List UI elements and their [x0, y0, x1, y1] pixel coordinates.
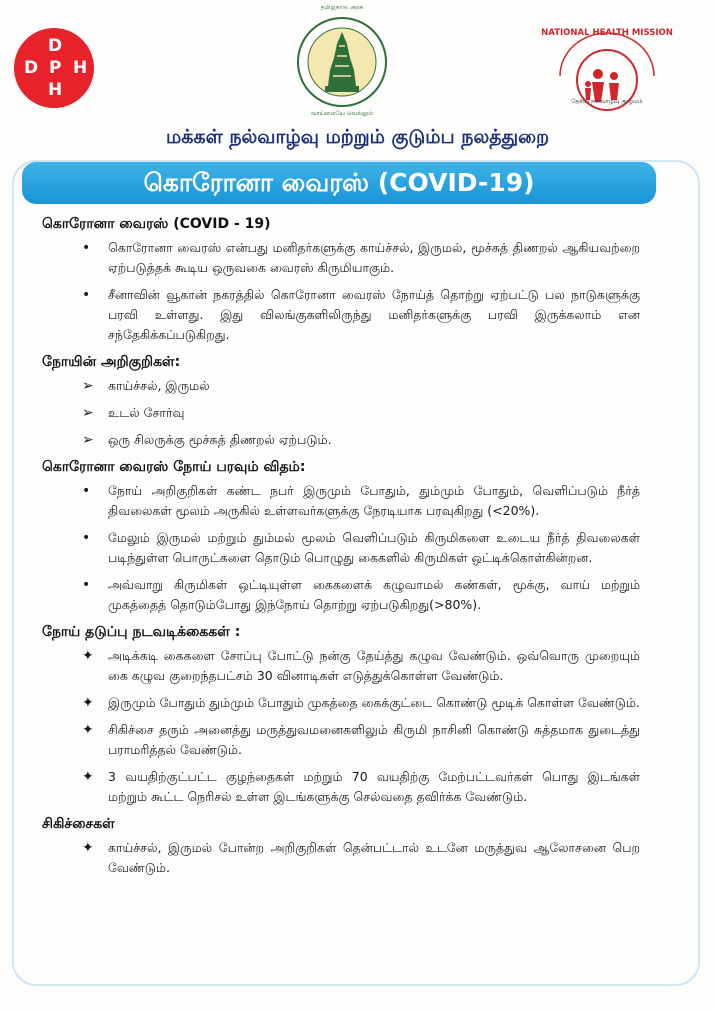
dph-letter-left: D	[24, 58, 39, 78]
item-text: அவ்வாறு கிருமிகள் ஒட்டியுள்ள கைகளைக் கழுவாமல் கண்கள், மூக்கு, வாய் மற்றும் முகத்தைத் தொடும்போது இந்நோய் தொற்று ஏற்படுகிறது(>80%).	[108, 577, 640, 612]
bullet-marker: •	[82, 287, 91, 303]
item-text: சிகிச்சை தரும் அனைத்து மருத்துவமனைகளிலும் கிருமி நாசினி கொண்டு சுத்தமாக துடைத்து பராமரித்தல் வேண்டும்.	[108, 722, 640, 757]
dph-letter-bottom: H	[48, 80, 63, 100]
arrow-marker: ➢	[82, 405, 94, 421]
section-transmission	[42, 457, 640, 615]
list-item	[42, 403, 640, 423]
list-item	[42, 575, 640, 615]
list-item	[42, 376, 640, 396]
list-item	[42, 646, 640, 686]
dph-letter-right: H	[73, 58, 88, 78]
arrow-marker: ➢	[82, 432, 94, 448]
bullet-marker: •	[82, 483, 91, 499]
star-marker: ✦	[82, 840, 94, 856]
star-marker: ✦	[82, 648, 94, 664]
bullet-marker: •	[82, 530, 91, 546]
nhm-title: NATIONAL HEALTH MISSION	[541, 28, 673, 38]
list-item	[42, 430, 640, 450]
section-prevention	[42, 622, 640, 807]
item-text: நோய் அறிகுறிகள் கண்ட நபர் இருமும் போதும், தும்மும் போதும், வெளிப்படும் நீர்த் திவலைகள் மூலம் அருகில் உள்ளவர்களுக்கு நேரடியாக பரவுகிறது (<20%).	[108, 483, 640, 518]
section-treatment	[42, 814, 640, 878]
section-heading: கொரோனா வைரஸ் நோய் பரவும் விதம்:	[42, 459, 306, 475]
bullet-list	[42, 376, 640, 450]
department-title: மக்கள் நல்வாழ்வு மற்றும் குடும்ப நலத்துறை	[165, 126, 550, 148]
section-heading: நோயின் அறிகுறிகள்:	[42, 354, 181, 370]
section-symptoms	[42, 352, 640, 450]
list-item	[42, 285, 640, 345]
bullet-marker: •	[82, 240, 91, 256]
bullet-list	[42, 838, 640, 878]
star-marker: ✦	[82, 695, 94, 711]
item-text: உடல் சோர்வு	[108, 405, 185, 420]
section-heading: நோய் தடுப்பு நடவடிக்கைகள் :	[42, 624, 241, 640]
arrow-marker: ➢	[82, 378, 94, 394]
list-item	[42, 838, 640, 878]
star-marker: ✦	[82, 722, 94, 738]
bullet-marker: •	[82, 577, 91, 593]
item-text: கொரோனா வைரஸ் என்பது மனிதர்களுக்கு காய்ச்சல், இருமல், மூச்சுத் திணறல் ஆகியவற்றை ஏற்படுத்தக் கூடிய ஒருவகை வைரஸ் கிருமியாகும்.	[108, 240, 640, 275]
item-text: காய்ச்சல், இருமல்	[108, 378, 210, 393]
bullet-list	[42, 238, 640, 345]
tamil-nadu-emblem	[294, 14, 390, 110]
item-text: இருமும் போதும் தும்மும் போதும் முகத்தை கைக்குட்டை கொண்டு மூடிக் கொள்ள வேண்டும்.	[108, 695, 640, 710]
list-item	[42, 238, 640, 278]
section-heading: கொரோனா வைரஸ் (COVID - 19)	[42, 216, 271, 232]
dph-logo	[14, 28, 94, 108]
bullet-list	[42, 481, 640, 615]
dph-letter-top: D	[48, 36, 63, 56]
item-text: மேலும் இருமல் மற்றும் தும்மல் மூலம் வெளிப்படும் கிருமிகளை உடைய நீர்த் திவலைகள் படிந்துள்ள பொருட்களை தொடும் பொழுது கைகளில் கிருமிகள் ஒட்டிக்கொள்கின்றன.	[108, 530, 640, 565]
section-about	[42, 214, 640, 345]
item-text: சீனாவின் வூகான் நகரத்தில் கொரோனா வைரஸ் நோய்த் தொற்று ஏற்பட்டு பல நாடுகளுக்கு பரவி உள்ளது. இது விலங்குகளிலிருந்து மனிதர்களுக்கு பரவி இருக்கலாம் என சந்தேகிக்கப்படுகிறது.	[108, 287, 640, 342]
list-item	[42, 481, 640, 521]
list-item	[42, 528, 640, 568]
dph-letter-center: P	[49, 58, 62, 78]
section-heading: சிகிச்சைகள்	[42, 816, 115, 832]
list-item	[42, 693, 640, 713]
nhm-tamil-text: தேசிய நலவாழ்வு குழுமம்	[571, 98, 643, 105]
list-item	[42, 720, 640, 760]
item-text: அடிக்கடி கைகளை சோப்பு போட்டு நன்கு தேய்த்து கழுவ வேண்டும். ஒவ்வொரு முறையும் கை கழுவ குறைந்தபட்சம் 30 வினாடிகள் எடுத்துக்கொள்ள வேண்டும்.	[108, 648, 640, 683]
list-item	[42, 767, 640, 807]
item-text: ஒரு சிலருக்கு மூச்சுத் திணறல் ஏற்படும்.	[108, 432, 332, 447]
star-marker: ✦	[82, 769, 94, 785]
emblem-bottom-text: வாய்மையே வெல்லும்	[310, 110, 374, 117]
content-body	[42, 214, 640, 885]
item-text: 3 வயதிற்குட்பட்ட குழந்தைகள் மற்றும் 70 வயதிற்கு மேற்பட்டவர்கள் பொது இடங்கள் மற்றும் கூட்ட நெரிசல் உள்ள இடங்களுக்கு செல்வதை தவிர்க்க வேண்டும்.	[108, 769, 640, 804]
item-text: காய்ச்சல், இருமல் போன்ற அறிகுறிகள் தென்பட்டால் உடனே மருத்துவ ஆலோசனை பெற வேண்டும்.	[108, 840, 640, 875]
emblem-top-text: தமிழ்நாடு அரசு	[320, 4, 364, 11]
bullet-list	[42, 646, 640, 807]
banner-title: கொரோனா வைரஸ் (COVID-19)	[22, 162, 656, 204]
